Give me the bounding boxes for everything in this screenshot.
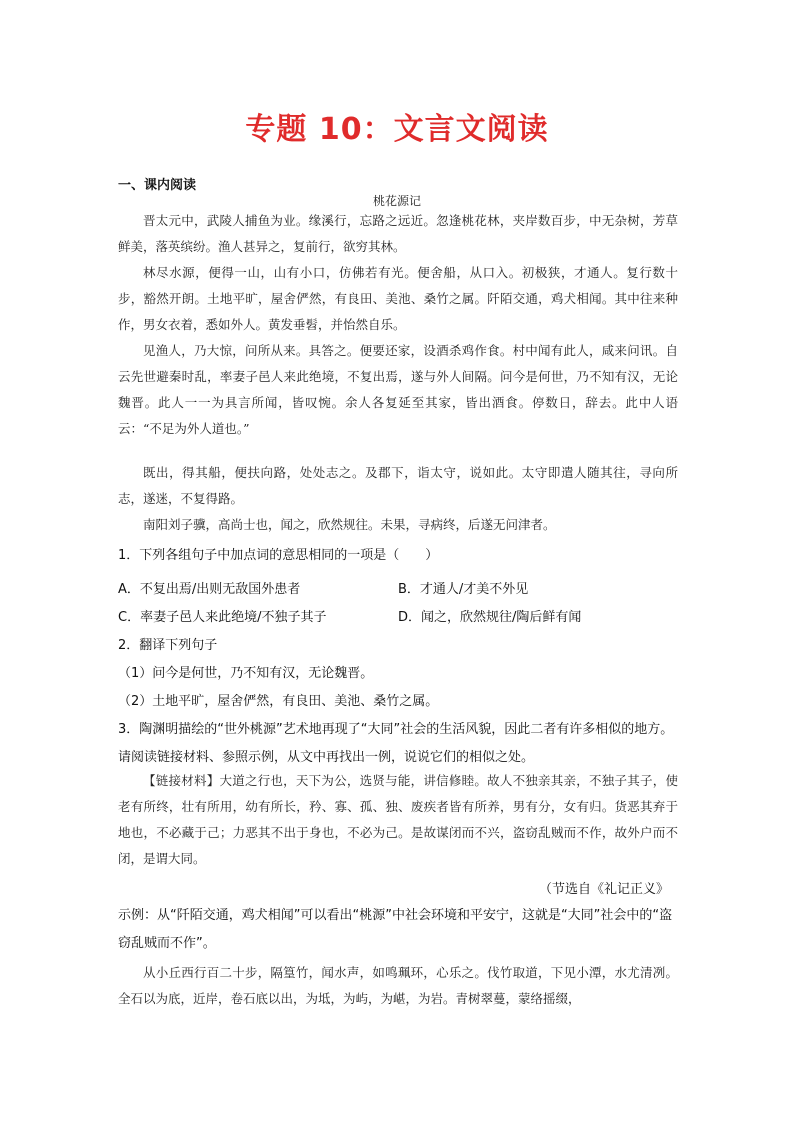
- question-2-item: （1）问今是何世，乃不知有汉，无论魏晋。: [118, 666, 374, 681]
- example-answer: 示例：从“阡陌交通，鸡犬相闻”可以看出“桃源”中社会环境和平安宁，这就是“大同”社会中的“盗窃乱贼而不作”。: [118, 908, 673, 951]
- question-2-item: （2）土地平旷，屋舍俨然，有良田、美池、桑竹之属。: [118, 694, 439, 709]
- next-passage: 从小丘西行百二十步，隔篁竹，闻水声，如鸣珮环，心乐之。伐竹取道，下见小潭，水尤清冽。全石以为底，近岸，卷石底以出，为坻，为屿，为嵁，为岩。青树翠蔓，蒙络摇缀，: [118, 965, 678, 1006]
- passage-paragraph: 既出，得其船，便扶向路，处处志之。及郡下，诣太守，说如此。太守即遣人随其往，寻向所志，遂迷，不复得路。: [118, 465, 678, 506]
- question-1-option-a: A．不复出焉/出则无敌国外患者: [118, 582, 301, 597]
- question-2-stem: 2．翻译下列句子: [118, 638, 218, 653]
- page-title: 专题 10：文言文阅读: [245, 112, 549, 147]
- question-3-stem: 3．陶渊明描绘的“世外桃源”艺术地再现了“大同”社会的生活风貌，因此二者有许多相似的地方。请阅读链接材料、参照示例，从文中再找出一例，说说它们的相似之处。: [118, 722, 674, 765]
- passage-paragraph: 见渔人，乃大惊，问所从来。具答之。便要还家，设酒杀鸡作食。村中闻有此人，咸来问讯。自云先世避秦时乱，率妻子邑人来此绝境，不复出焉，遂与外人间隔。问今是何世，乃不知有汉，无论魏晋。此人一一为具言所闻，皆叹惋。余人各复延至其家，皆出酒食。停数日，辞去。此中人语云：“不足为外人道也。”: [118, 343, 678, 436]
- section-heading: 一、课内阅读: [118, 178, 197, 193]
- passage-title: 桃花源记: [372, 194, 421, 208]
- source-citation: （节选自《礼记正义》: [538, 882, 669, 897]
- question-1-option-d: D．闻之，欣然规往/陶后鲜有闻: [398, 610, 582, 625]
- question-1-stem: 1．下列各组句子中加点词的意思相同的一项是（ ）: [118, 548, 439, 563]
- question-1-option-c: C．率妻子邑人来此绝境/不独子其子: [118, 610, 327, 625]
- question-1-option-b: B．才通人/才美不外见: [398, 582, 529, 597]
- passage-paragraph: 林尽水源，便得一山，山有小口，仿佛若有光。便舍船，从口入。初极狭，才通人。复行数十步，豁然开朗。土地平旷，屋舍俨然，有良田、美池、桑竹之属。阡陌交通，鸡犬相闻。其中往来种作，男女衣着，悉如外人。黄发垂髫，并怡然自乐。: [118, 265, 678, 332]
- passage-paragraph: 南阳刘子骥，高尚士也，闻之，欣然规往。未果，寻病终，后遂无问津者。: [143, 517, 556, 532]
- passage-paragraph: 晋太元中，武陵人捕鱼为业。缘溪行，忘路之远近。忽逢桃花林，夹岸数百步，中无杂树，芳草鲜美，落英缤纷。渔人甚异之，复前行，欲穷其林。: [118, 213, 678, 254]
- link-material: 【链接材料】大道之行也，天下为公，选贤与能，讲信修睦。故人不独亲其亲，不独子其子，使老有所终，壮有所用，幼有所长，矜、寡、孤、独、废疾者皆有所养，男有分，女有归。货恶其弃于地也，不必藏于己；力恶其不出于身也，不必为己。是故谋闭而不兴，盗窃乱贼而不作，故外户而不闭，是谓大同。: [118, 773, 678, 866]
